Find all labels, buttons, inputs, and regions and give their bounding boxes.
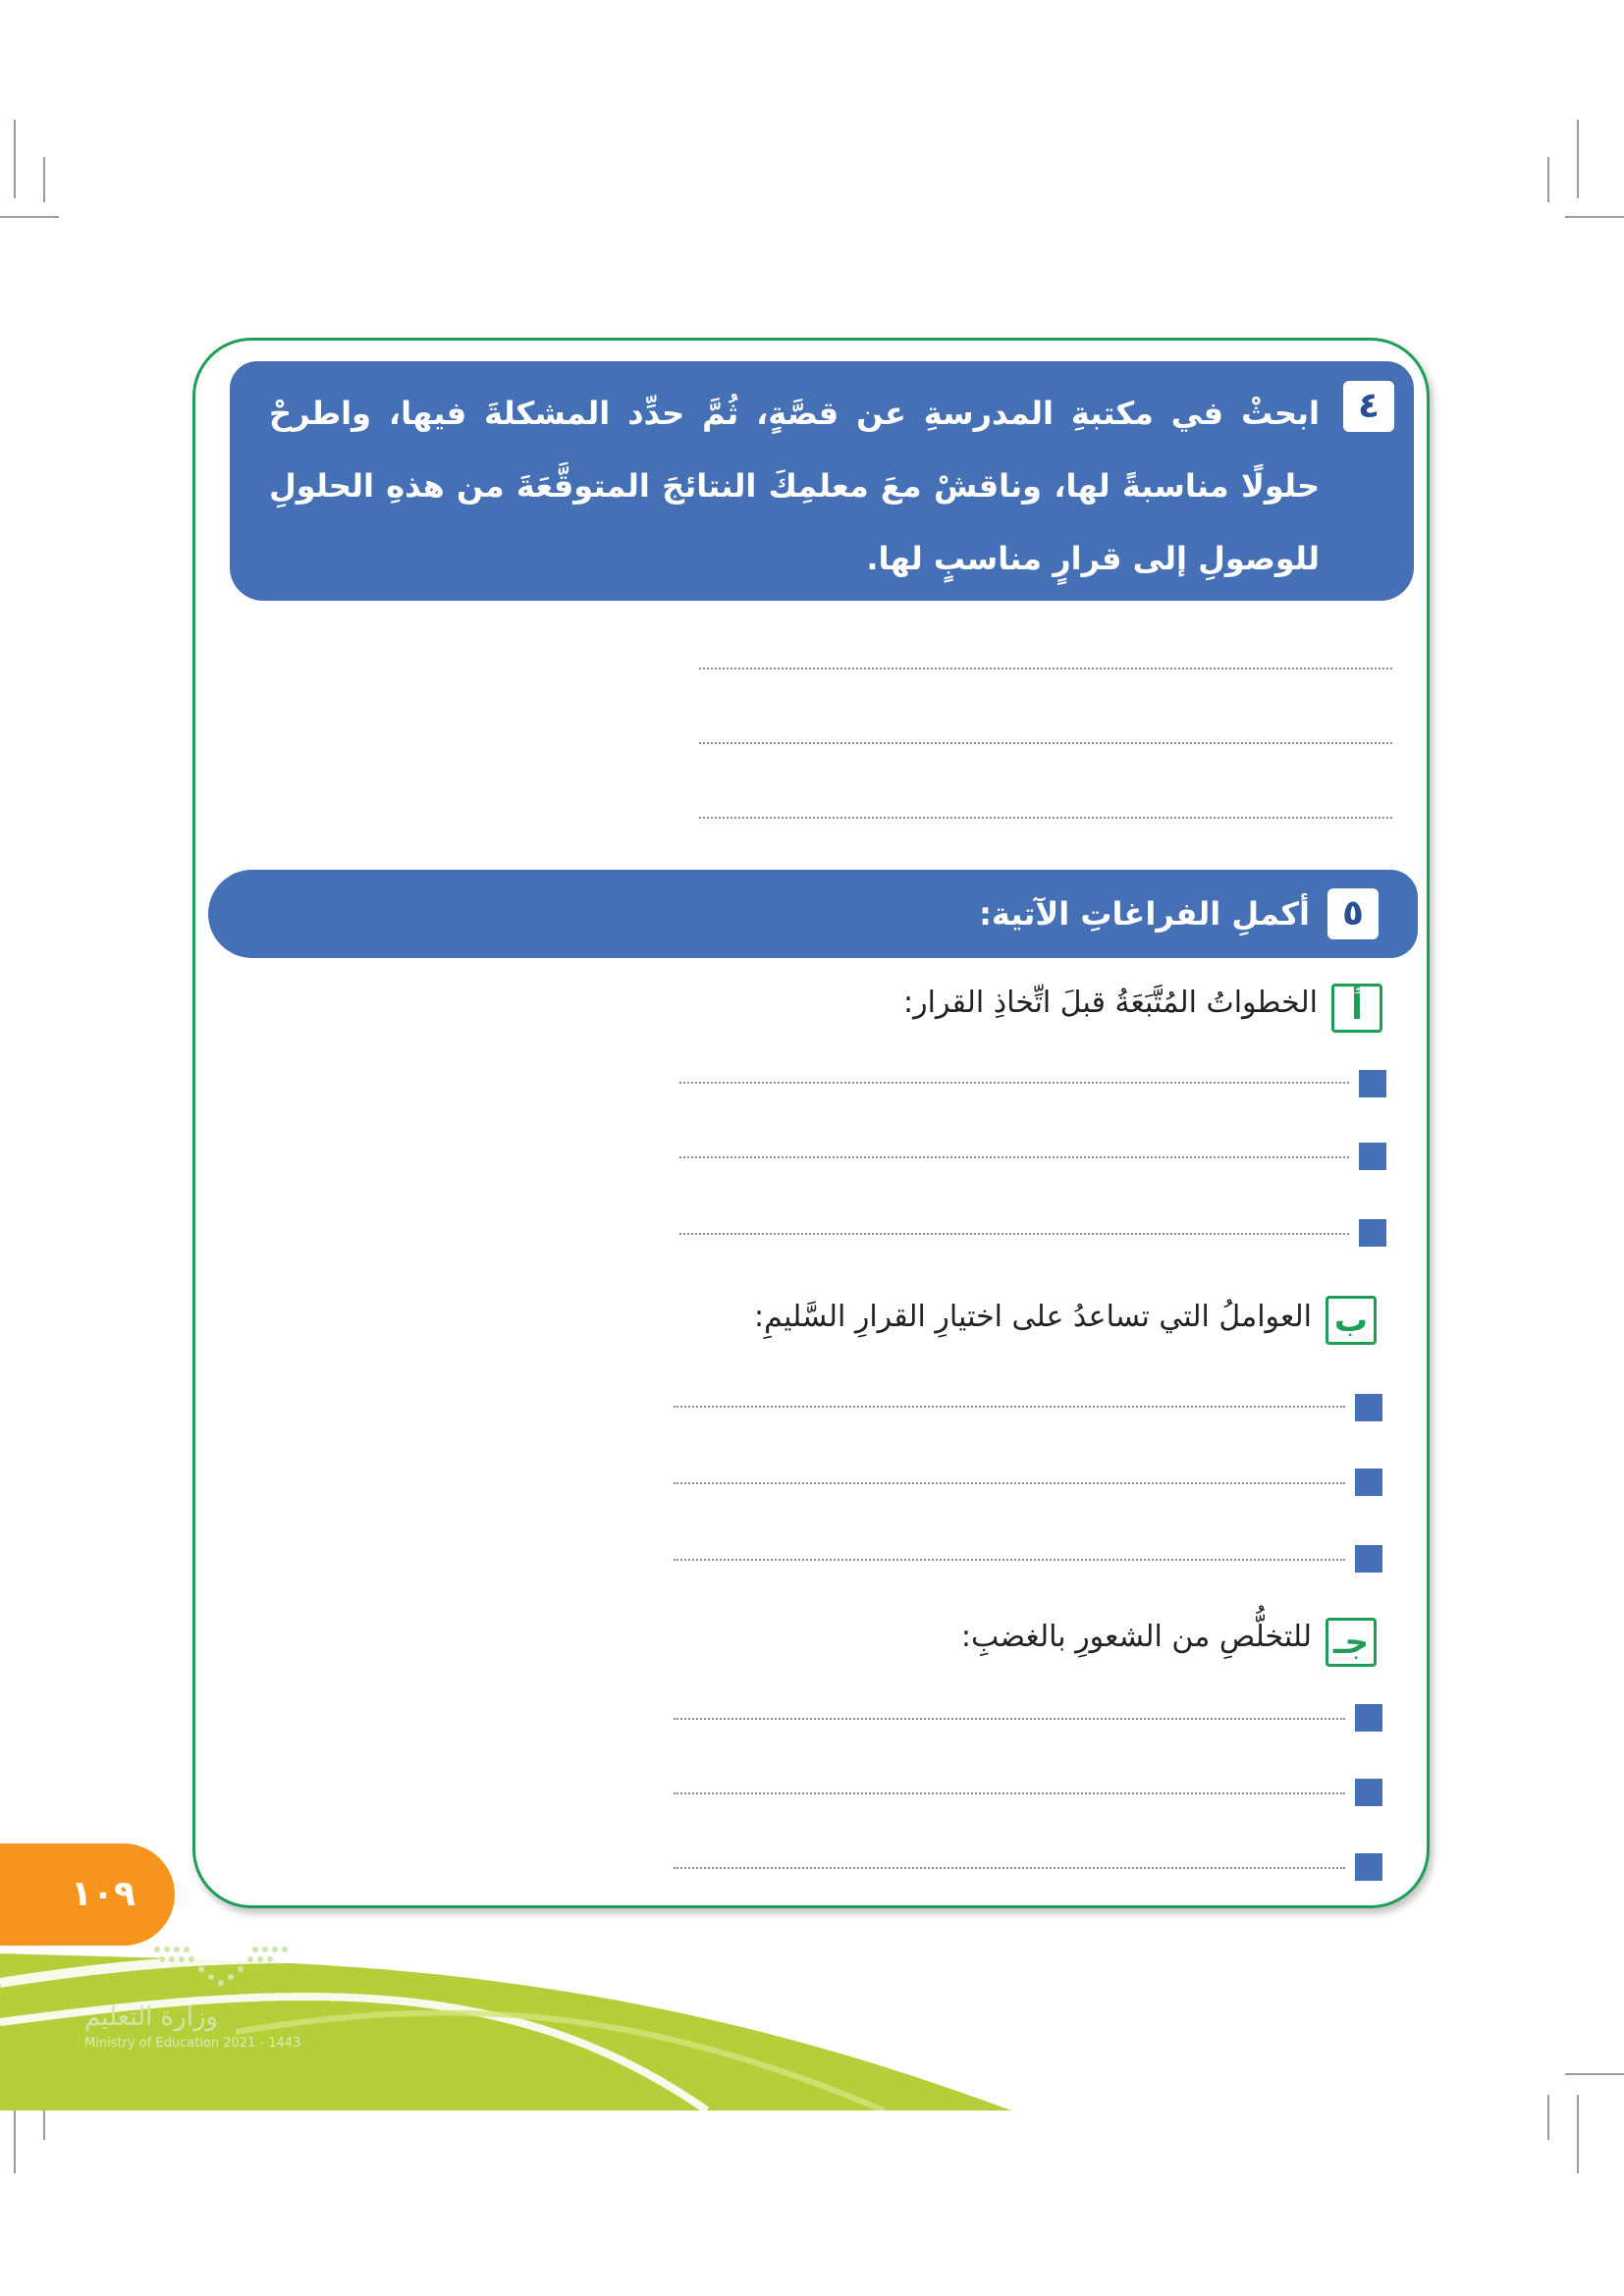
part-c-letter: جـ <box>1326 1618 1377 1667</box>
crop-mark <box>14 120 16 198</box>
part-a-text: الخطواتُ المُتَّبَعَةُ قبلَ اتِّخاذِ القرار: <box>903 986 1318 1020</box>
answer-line[interactable] <box>679 1082 1349 1084</box>
ministry-logo-icon <box>147 1942 295 1991</box>
crop-mark <box>0 216 59 218</box>
bullet-square <box>1355 1545 1382 1573</box>
question-4-text: ابحثْ في مكتبةِ المدرسةِ عن قصَّةٍ، ثُمَّ حدِّد المشكلةَ فيها، واطرحْ حلولًا مناسبةً لها، وناقشْ معَ معلمِكَ النتائجَ المتوقَّعَةَ من هذهِ الحلولِ للوصولِ إلى قرارٍ مناسبٍ لها. <box>269 395 1320 577</box>
crop-mark <box>1565 2073 1624 2075</box>
answer-line[interactable] <box>674 1559 1345 1561</box>
ministry-logo-subtitle: Ministry of Education 2021 - 1443 <box>84 2036 301 2051</box>
question-5-number: ٥ <box>1327 888 1379 939</box>
question-5-text: أكملِ الفراغاتِ الآتية: <box>979 895 1310 933</box>
answer-line[interactable] <box>674 1406 1345 1408</box>
bullet-square <box>1355 1468 1382 1496</box>
part-b-text: العواملُ التي تساعدُ على اختيارِ القرارِ السَّليمِ: <box>754 1300 1312 1334</box>
bullet-square <box>1359 1070 1386 1097</box>
answer-line[interactable] <box>699 667 1392 669</box>
answer-line[interactable] <box>674 1718 1345 1720</box>
crop-mark <box>1547 2095 1549 2140</box>
answer-line[interactable] <box>699 817 1392 819</box>
bullet-square <box>1355 1779 1382 1806</box>
question-5-banner <box>208 870 1418 958</box>
answer-line[interactable] <box>679 1156 1349 1158</box>
answer-line[interactable] <box>674 1482 1345 1484</box>
answer-line[interactable] <box>674 1792 1345 1794</box>
bullet-square <box>1355 1704 1382 1732</box>
page-number: ١٠٩ <box>71 1874 135 1914</box>
answer-line[interactable] <box>674 1867 1345 1869</box>
bullet-square <box>1355 1853 1382 1881</box>
crop-mark <box>1577 2095 1579 2173</box>
answer-line[interactable] <box>679 1233 1349 1235</box>
crop-mark <box>1577 120 1579 198</box>
page-number-tab <box>0 1843 175 1946</box>
crop-mark <box>43 157 45 202</box>
part-b-letter: ب <box>1326 1296 1377 1345</box>
question-4-banner <box>230 361 1414 601</box>
crop-mark <box>1565 216 1624 218</box>
bullet-square <box>1359 1219 1386 1247</box>
bullet-square <box>1355 1394 1382 1421</box>
answer-line[interactable] <box>699 742 1392 744</box>
part-c-text: للتخلُّصِ من الشعورِ بالغضبِ: <box>960 1620 1312 1654</box>
question-4-number: ٤ <box>1343 381 1394 432</box>
bullet-square <box>1359 1143 1386 1170</box>
part-a-letter: أ <box>1331 984 1382 1033</box>
crop-mark <box>1547 157 1549 202</box>
ministry-logo-text: وزارة التعليم <box>84 2002 219 2032</box>
